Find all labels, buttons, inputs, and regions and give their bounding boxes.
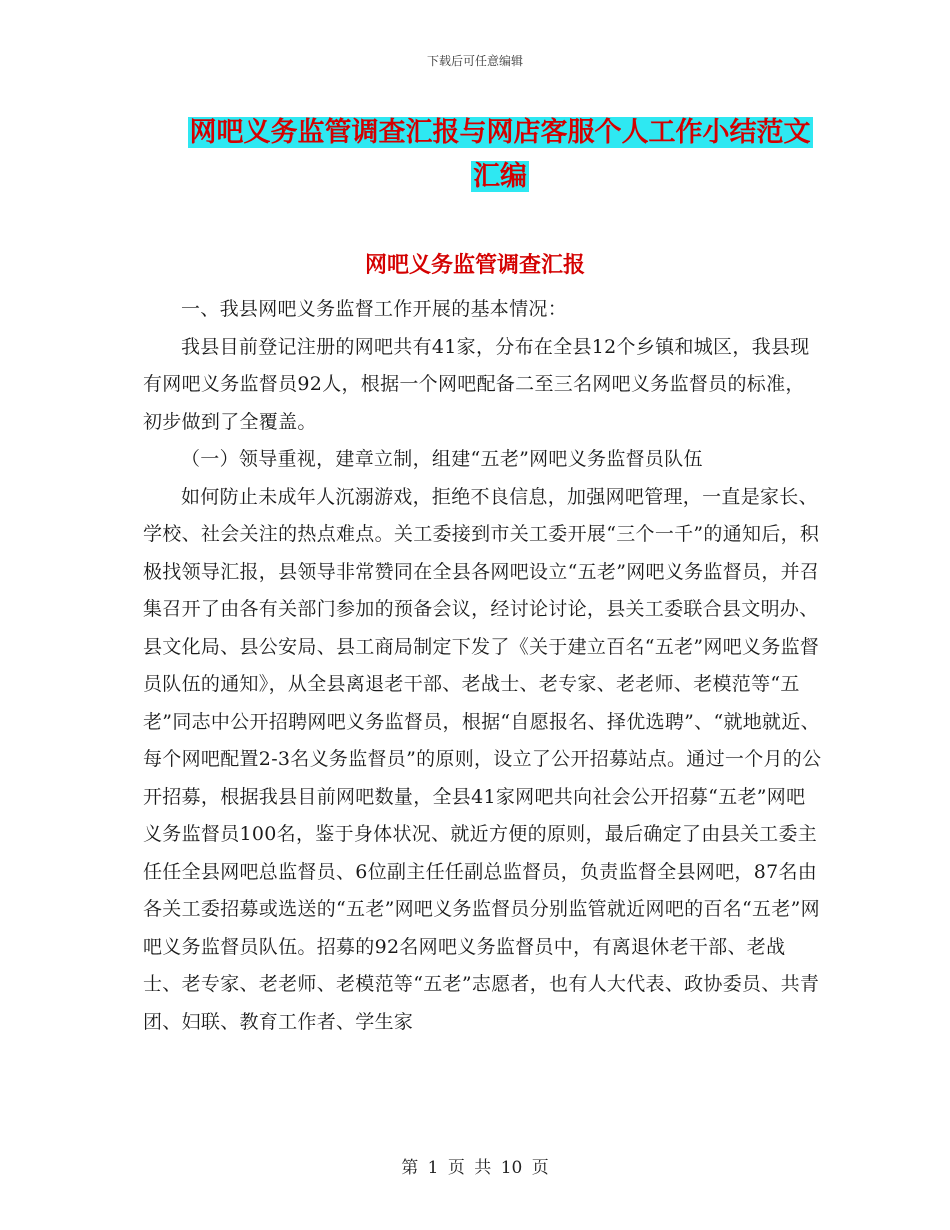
section-title: 网吧义务监管调查汇报 xyxy=(364,252,585,278)
paragraph-subheading: （一）领导重视，建章立制，组建“五老”网吧义务监督员队伍 xyxy=(181,448,703,470)
document-title-line-1: 网吧义务监管调查汇报与网店客服个人工作小结范文 xyxy=(189,117,811,148)
document-title-line-2: 汇编 xyxy=(473,161,527,192)
document-body xyxy=(143,291,823,1041)
paragraph: 如何防止未成年人沉溺游戏，拒绝不良信息，加强网吧管理，一直是家长、学校、社会关注的热点难点。关工委接到市关工委开展“三个一千”的通知后，积极找领导汇报，县领导非常赞同在全县各网吧设立“五老”网吧义务监督员，并召集召开了由各有关部门参加的预备会议，经讨论讨论，县关工委联合县文明办、县文化局、县公安局、县工商局制定下发了《关于建立百名“五老”网吧义务监督员队伍的通知》，从全县离退老干部、老战士、老专家、老老师、老模范等“五老”同志中公开招聘网吧义务监督员，根据“自愿报名、择优选聘”、“就地就近、每个网吧配置2-3名义务监督员”的原则，设立了公开招募站点。通过一个月的公开招募，根据我县目前网吧数量，全县41家网吧共向社会公开招募“五老”网吧义务监督员100名，鉴于身体状况、就近方便的原则，最后确定了由县关工委主任任全县网吧总监督员、6位副主任任副总监督员，负责监督全县网吧，87名由各关工委招募或选送的“五老”网吧义务监督员分别监管就近网吧的百名“五老”网吧义务监督员队伍。招募的92名网吧义务监督员中，有离退休老干部、老战士、老专家、老老师、老模范等“五老”志愿者，也有人大代表、政协委员、共青团、妇联、教育工作者、学生家 xyxy=(143,485,822,1033)
page-header-note: 下载后可任意编辑 xyxy=(426,54,523,68)
paragraph-heading-1: 一、我县网吧义务监督工作开展的基本情况： xyxy=(181,298,568,320)
paragraph: 我县目前登记注册的网吧共有41家，分布在全县12个乡镇和城区，我县现有网吧义务监督员92人，根据一个网吧配备二至三名网吧义务监督员的标准，初步做到了全覆盖。 xyxy=(143,335,810,433)
page-footer: 第 1 页 共 10 页 xyxy=(401,1158,549,1178)
